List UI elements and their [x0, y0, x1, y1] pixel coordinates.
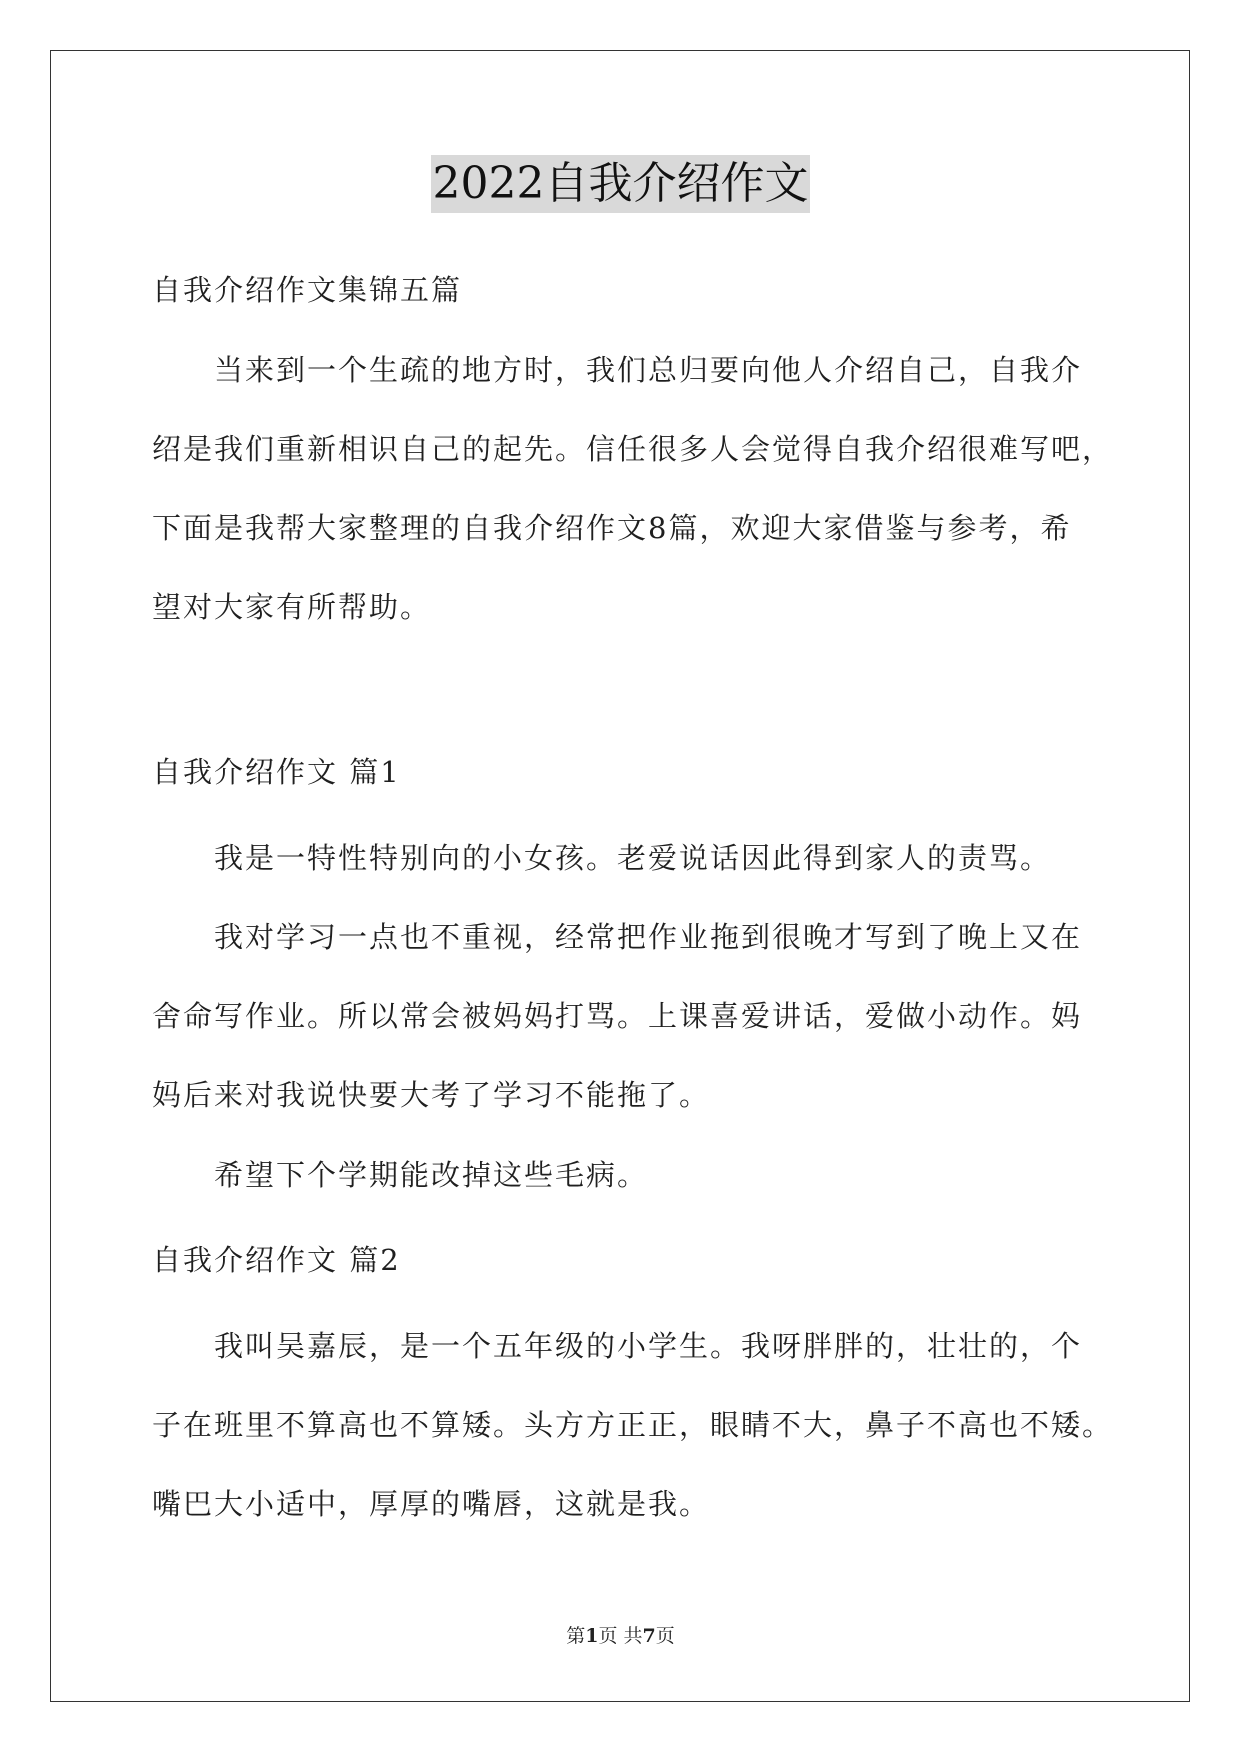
document-subtitle: 自我介绍作文集锦五篇	[152, 273, 463, 307]
page-footer	[0, 1624, 1241, 1648]
paragraph-line: 妈后来对我说快要大考了学习不能拖了。	[152, 1078, 711, 1112]
paragraph-line: 嘴巴大小适中，厚厚的嘴唇，这就是我。	[152, 1487, 711, 1521]
intro-line: 当来到一个生疏的地方时，我们总归要向他人介绍自己，自我介	[214, 353, 1083, 387]
intro-line: 下面是我帮大家整理的自我介绍作文8篇，欢迎大家借鉴与参考，希	[152, 511, 1072, 545]
paragraph-line: 我对学习一点也不重视，经常把作业拖到很晚才写到了晚上又在	[214, 920, 1083, 954]
section-heading: 自我介绍作文 篇1	[152, 755, 401, 789]
current-page-number: 1	[585, 1625, 599, 1647]
footer-prefix: 第	[566, 1625, 586, 1647]
intro-line: 绍是我们重新相识自己的起先。信任很多人会觉得自我介绍很难写吧，	[152, 432, 1114, 466]
paragraph-line: 子在班里不算高也不算矮。头方方正正，眼睛不大，鼻子不高也不矮。	[152, 1408, 1114, 1442]
footer-middle: 页 共	[598, 1625, 643, 1647]
title-wrap	[0, 155, 1241, 213]
section-heading: 自我介绍作文 篇2	[152, 1243, 401, 1277]
paragraph-line: 舍命写作业。所以常会被妈妈打骂。上课喜爱讲话，爱做小动作。妈	[152, 999, 1083, 1033]
paragraph-line: 我是一特性特别向的小女孩。老爱说话因此得到家人的责骂。	[214, 841, 1052, 875]
intro-line: 望对大家有所帮助。	[152, 590, 432, 624]
footer-suffix: 页	[655, 1625, 675, 1647]
paragraph-line: 我叫吴嘉辰，是一个五年级的小学生。我呀胖胖的，壮壮的，个	[214, 1329, 1083, 1363]
paragraph-line: 希望下个学期能改掉这些毛病。	[214, 1158, 649, 1192]
document-title: 2022自我介绍作文	[431, 155, 811, 213]
total-pages-number: 7	[642, 1625, 656, 1647]
